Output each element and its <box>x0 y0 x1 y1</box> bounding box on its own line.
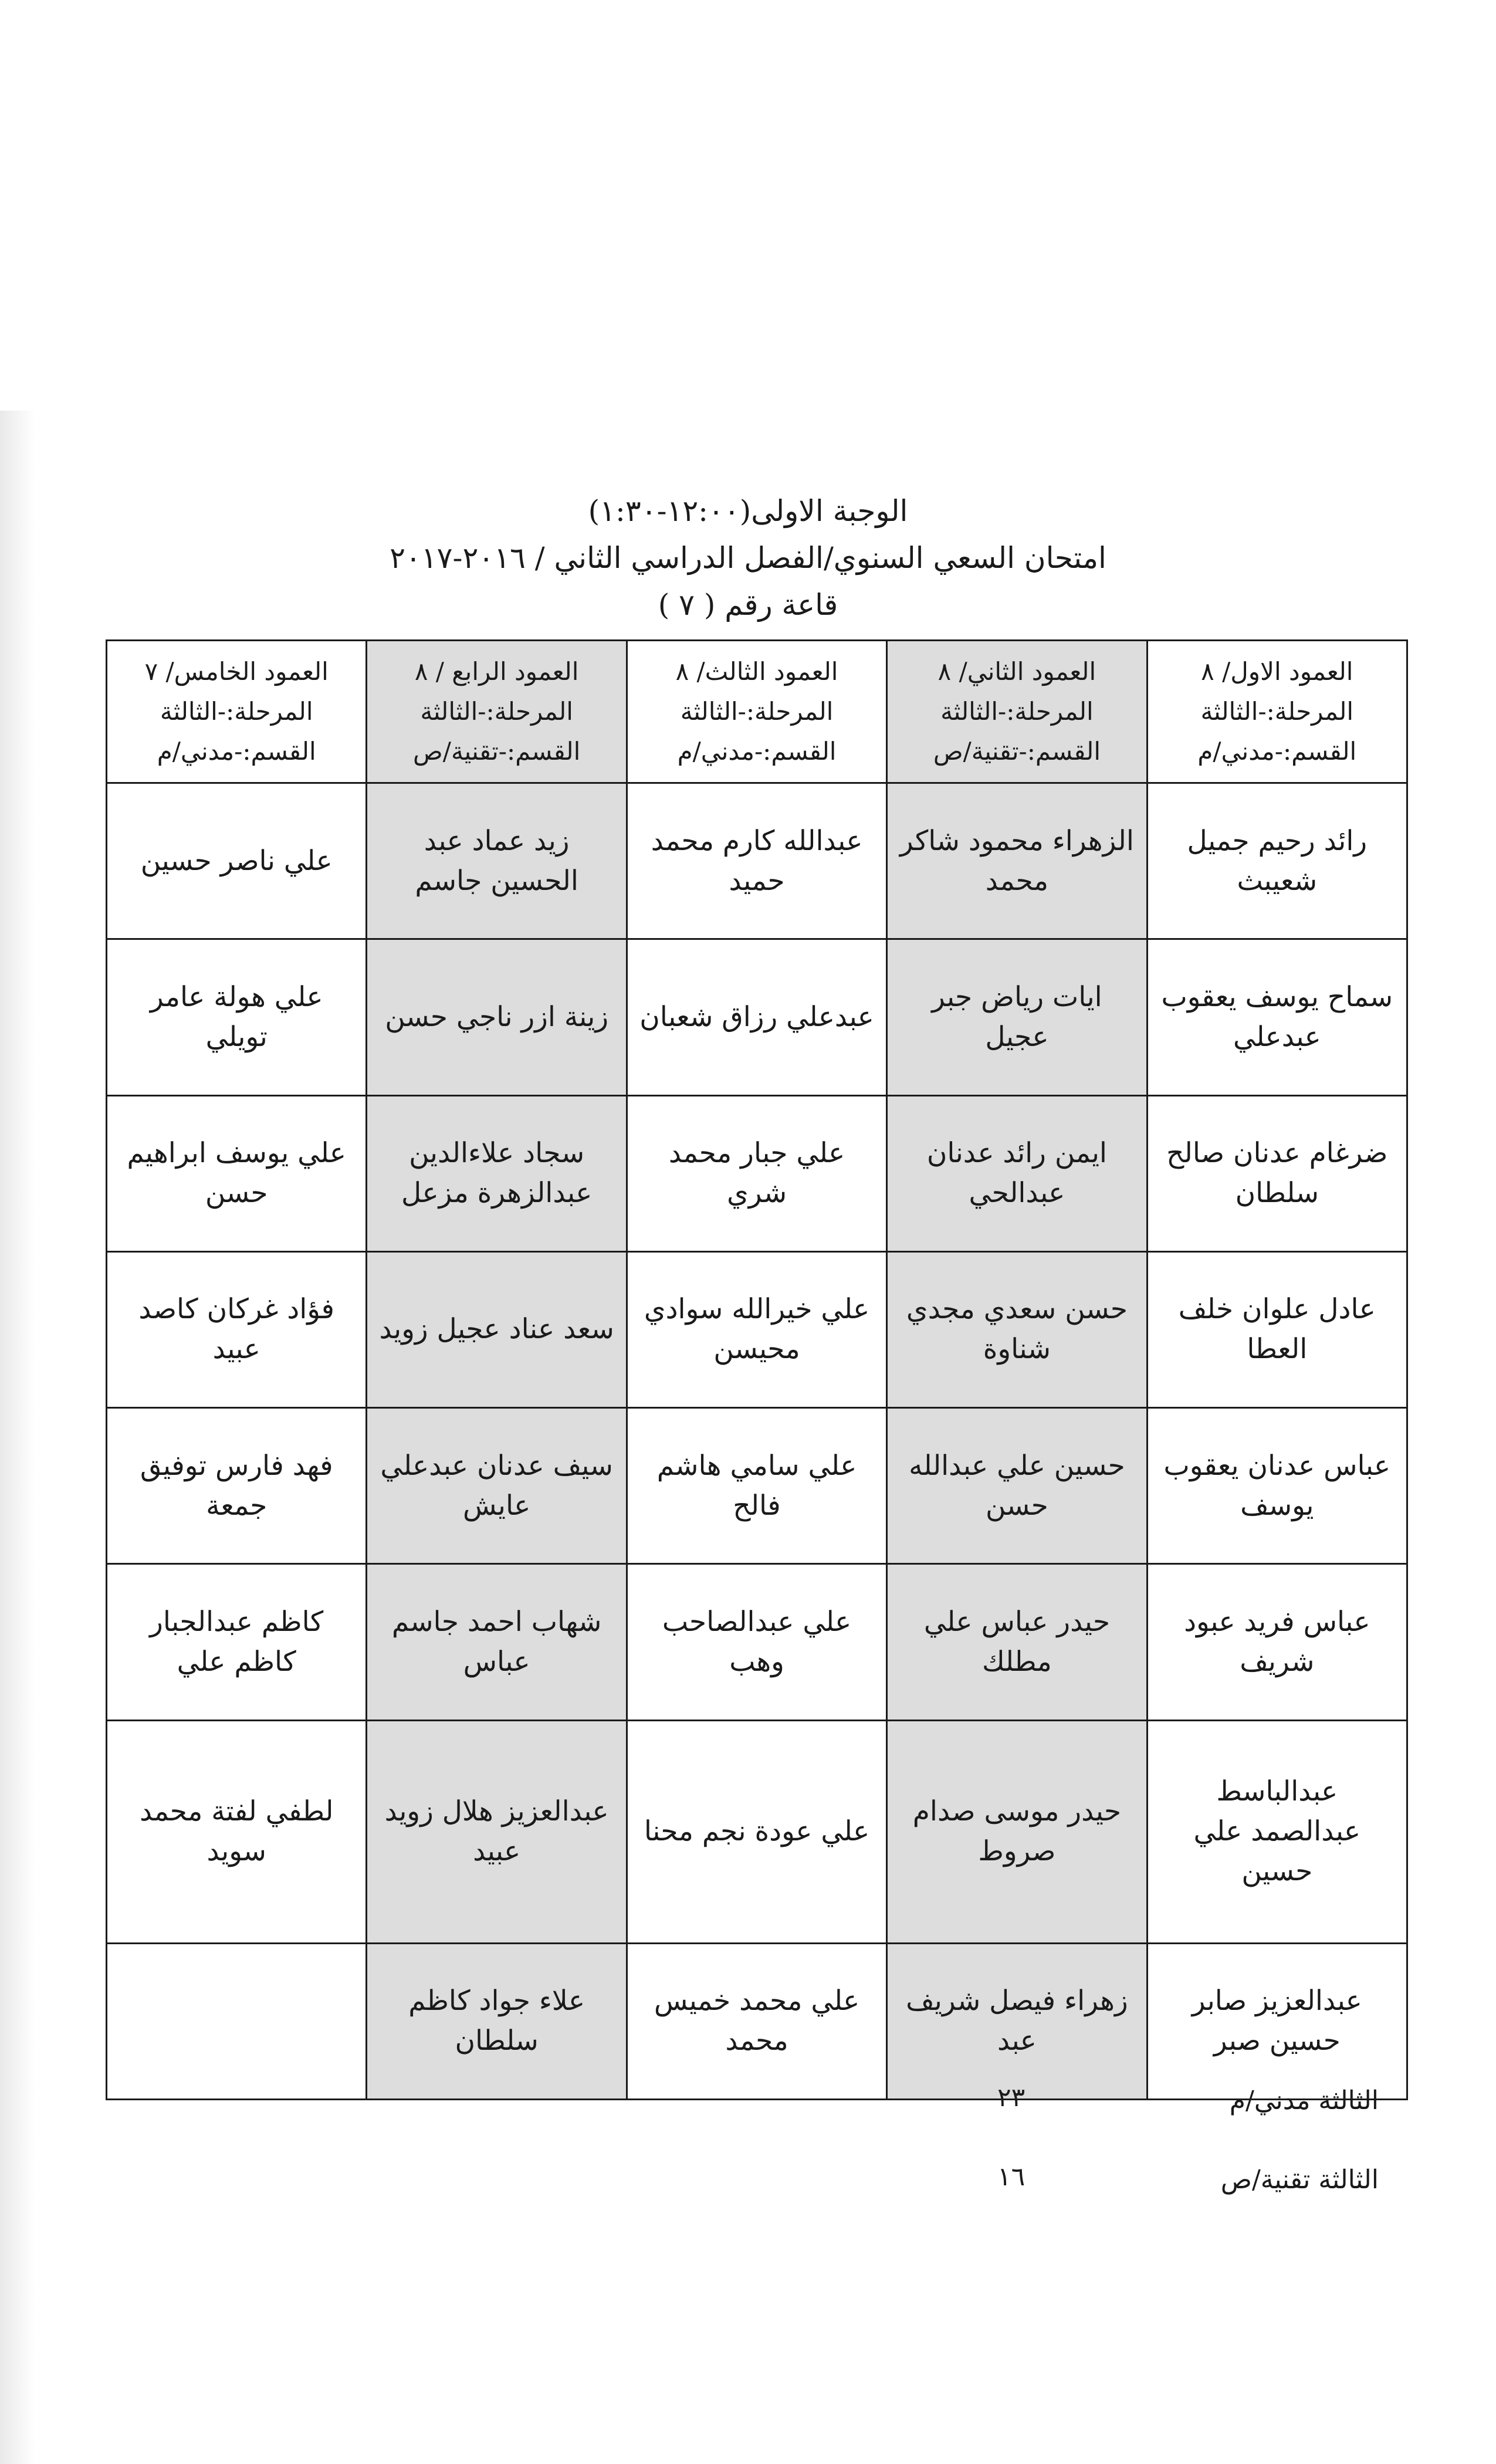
table-row <box>107 1251 1407 1407</box>
column-header <box>367 641 627 783</box>
student-cell: فهد فارس توفيق جمعة <box>107 1408 367 1564</box>
student-cell: سجاد علاءالدين عبدالزهرة مزعل <box>367 1095 627 1251</box>
scan-edge-shadow <box>0 411 35 2464</box>
student-cell: علي عبدالصاحب وهب <box>627 1564 886 1720</box>
table-row <box>107 1720 1407 1943</box>
column-title: العمود الخامس/ ٧ <box>144 657 329 686</box>
student-cell: زينة ازر ناجي حسن <box>367 939 627 1095</box>
student-cell: عباس فريد عبود شريف <box>1147 1564 1407 1720</box>
column-dept: القسم:-تقنية/ص <box>413 737 581 766</box>
column-dept: القسم:-مدني/م <box>157 737 316 766</box>
table-row <box>107 783 1407 939</box>
summary-count: ٢٣ <box>997 2083 1025 2113</box>
student-cell: شهاب احمد جاسم عباس <box>367 1564 627 1720</box>
column-dept: القسم:-تقنية/ص <box>933 737 1101 766</box>
table-row <box>107 939 1407 1095</box>
exam-title: امتحان السعي السنوي/الفصل الدراسي الثاني / ٢٠١٦-٢٠١٧ <box>390 541 1106 575</box>
student-cell: عباس عدنان يعقوب يوسف <box>1147 1408 1407 1564</box>
student-cell: زيد عماد عبد الحسين جاسم <box>367 783 627 939</box>
column-header-row <box>107 641 1407 783</box>
student-cell: علي عودة نجم محنا <box>627 1720 886 1943</box>
student-cell: حسن سعدي مجدي شناوة <box>887 1251 1147 1407</box>
student-cell: ايمن رائد عدنان عبدالحي <box>887 1095 1147 1251</box>
student-cell: سعد عناد عجيل زويد <box>367 1251 627 1407</box>
column-header <box>887 641 1147 783</box>
column-stage: المرحلة:-الثالثة <box>940 697 1094 726</box>
student-cell: سماح يوسف يعقوب عبدعلي <box>1147 939 1407 1095</box>
student-cell <box>107 1943 367 2099</box>
student-cell: علي محمد خميس محمد <box>627 1943 886 2099</box>
student-cell: عبدالعزيز صابر حسين صبر <box>1147 1943 1407 2099</box>
student-cell: حسين علي عبدالله حسن <box>887 1408 1147 1564</box>
table-row <box>107 1095 1407 1251</box>
student-cell: لطفي لفتة محمد سويد <box>107 1720 367 1943</box>
seating-table <box>106 639 1408 2100</box>
column-stage: المرحلة:-الثالثة <box>680 697 834 726</box>
student-cell: سيف عدنان عبدعلي عايش <box>367 1408 627 1564</box>
student-cell: عادل علوان خلف العطا <box>1147 1251 1407 1407</box>
student-cell: الزهراء محمود شاكر محمد <box>887 783 1147 939</box>
student-cell: علاء جواد كاظم سلطان <box>367 1943 627 2099</box>
column-dept: القسم:-مدني/م <box>1197 737 1357 766</box>
table-row <box>107 1564 1407 1720</box>
student-cell: علي يوسف ابراهيم حسن <box>107 1095 367 1251</box>
student-cell: علي خيرالله سوادي محيسن <box>627 1251 886 1407</box>
student-cell: علي هولة عامر تويلي <box>107 939 367 1095</box>
student-cell: ضرغام عدنان صالح سلطان <box>1147 1095 1407 1251</box>
student-cell: ايات رياض جبر عجيل <box>887 939 1147 1095</box>
student-cell: زهراء فيصل شريف عبد <box>887 1943 1147 2099</box>
column-title: العمود الثاني/ ٨ <box>937 657 1096 686</box>
column-header <box>1147 641 1407 783</box>
hall-number: قاعة رقم ( ٧ ) <box>658 588 838 622</box>
column-dept: القسم:-مدني/م <box>677 737 837 766</box>
column-title: العمود الاول/ ٨ <box>1201 657 1353 686</box>
column-header <box>627 641 886 783</box>
summary-label: الثالثة مدني/م <box>1229 2086 1379 2116</box>
summary-count: ١٦ <box>997 2162 1025 2192</box>
student-cell: عبدالباسط عبدالصمد علي حسين <box>1147 1720 1407 1943</box>
student-cell: عبدالعزيز هلال زويد عبيد <box>367 1720 627 1943</box>
student-cell: عبدعلي رزاق شعبان <box>627 939 886 1095</box>
column-title: العمود الثالث/ ٨ <box>675 657 838 686</box>
student-cell: حيدر عباس علي مطلك <box>887 1564 1147 1720</box>
student-cell: كاظم عبدالجبار كاظم علي <box>107 1564 367 1720</box>
summary-label: الثالثة تقنية/ص <box>1220 2165 1379 2195</box>
column-stage: المرحلة:-الثالثة <box>1200 697 1354 726</box>
column-stage: المرحلة:-الثالثة <box>160 697 313 726</box>
table-row <box>107 1943 1407 2099</box>
student-cell: علي جبار محمد شري <box>627 1095 886 1251</box>
student-cell: علي ناصر حسين <box>107 783 367 939</box>
column-stage: المرحلة:-الثالثة <box>420 697 573 726</box>
student-cell: حيدر موسى صدام صروط <box>887 1720 1147 1943</box>
student-cell: علي سامي هاشم فالح <box>627 1408 886 1564</box>
student-cell: عبدالله كارم محمد حميد <box>627 783 886 939</box>
student-cell: رائد رحيم جميل شعيبث <box>1147 783 1407 939</box>
column-header <box>107 641 367 783</box>
student-cell: فؤاد غركان كاصد عبيد <box>107 1251 367 1407</box>
table-row <box>107 1408 1407 1564</box>
column-title: العمود الرابع / ٨ <box>414 657 579 686</box>
session-title: الوجبة الاولى(١٢:٠٠-١:٣٠) <box>588 494 908 528</box>
